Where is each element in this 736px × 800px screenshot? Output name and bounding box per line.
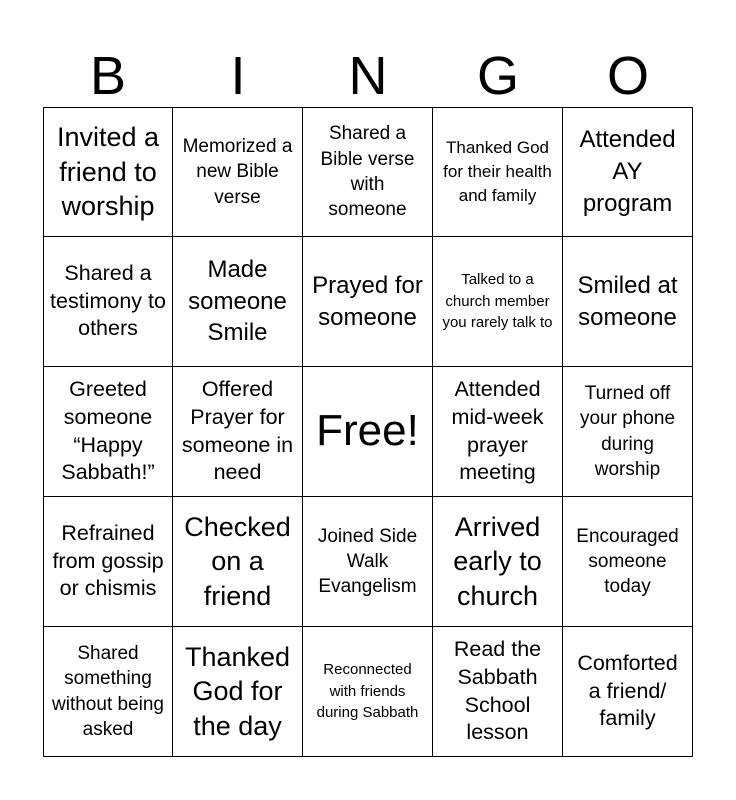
bingo-cell[interactable]: Offered Prayer for someone in need — [173, 367, 303, 497]
bingo-cell[interactable]: Attended AY program — [563, 107, 693, 237]
bingo-cell[interactable]: Arrived early to church — [433, 497, 563, 627]
bingo-cell[interactable]: Reconnected with friends during Sabbath — [303, 627, 433, 757]
header-letter-g: G — [476, 46, 519, 106]
bingo-cell[interactable]: Attended mid-week prayer meeting — [433, 367, 563, 497]
bingo-cell[interactable]: Invited a friend to worship — [43, 107, 173, 237]
header-letter-o: O — [606, 46, 649, 106]
free-space[interactable]: Free! — [303, 367, 433, 497]
bingo-cell[interactable]: Thanked God for the day — [173, 627, 303, 757]
header-letter-n: N — [348, 46, 388, 106]
bingo-cell[interactable]: Shared something without being asked — [43, 627, 173, 757]
bingo-cell[interactable]: Smiled at someone — [563, 237, 693, 367]
bingo-cell[interactable]: Refrained from gossip or chismis — [43, 497, 173, 627]
bingo-cell[interactable]: Memorized a new Bible verse — [173, 107, 303, 237]
bingo-cell[interactable]: Thanked God for their health and family — [433, 107, 563, 237]
bingo-cell[interactable]: Talked to a church member you rarely talk to — [433, 237, 563, 367]
bingo-cell[interactable]: Checked on a friend — [173, 497, 303, 627]
header-letter-b: B — [89, 46, 127, 106]
bingo-cell[interactable]: Shared a testimony to others — [43, 237, 173, 367]
bingo-cell[interactable]: Prayed for someone — [303, 237, 433, 367]
bingo-board — [43, 107, 693, 757]
header-letter-i: I — [230, 46, 246, 106]
bingo-cell[interactable]: Shared a Bible verse with someone — [303, 107, 433, 237]
bingo-cell[interactable]: Greeted someone “Happy Sabbath!” — [43, 367, 173, 497]
bingo-cell[interactable]: Read the Sabbath School lesson — [433, 627, 563, 757]
bingo-cell[interactable]: Comforted a friend/ family — [563, 627, 693, 757]
bingo-cell[interactable]: Made someone Smile — [173, 237, 303, 367]
bingo-header — [43, 45, 693, 107]
bingo-cell[interactable]: Encouraged someone today — [563, 497, 693, 627]
bingo-cell[interactable]: Turned off your phone during worship — [563, 367, 693, 497]
bingo-cell[interactable]: Joined Side Walk Evangelism — [303, 497, 433, 627]
